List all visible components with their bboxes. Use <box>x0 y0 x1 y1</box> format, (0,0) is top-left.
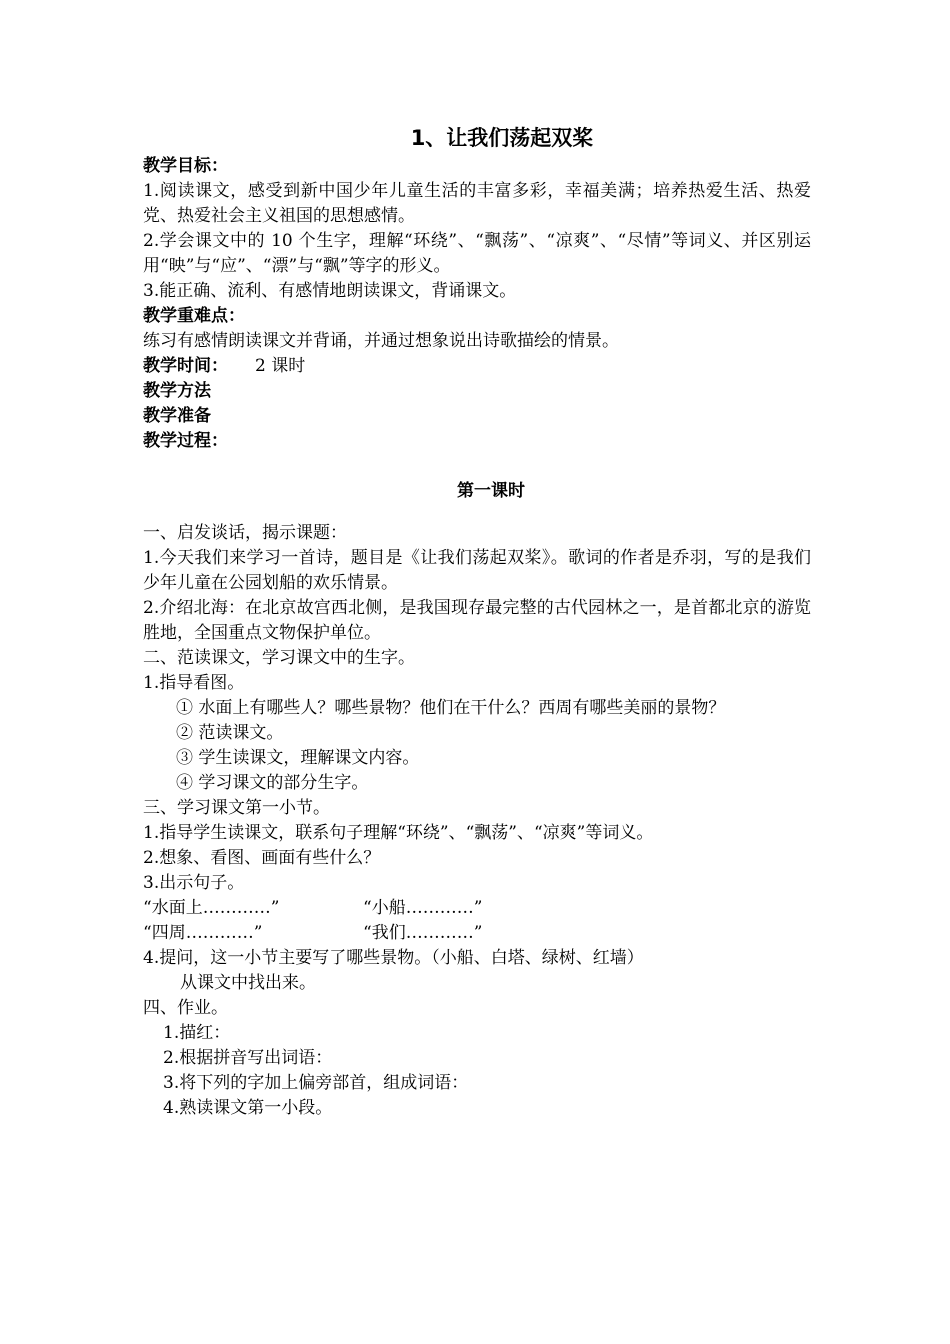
difficulty-heading: 教学重难点： <box>143 306 245 326</box>
section-item: 2.想象、看图、画面有些什么？ <box>143 848 381 868</box>
homework-item: 4.熟读课文第一小段。 <box>163 1098 333 1118</box>
objective-item: 2.学会课文中的 10 个生字，理解“环绕”、“飘荡”、“凉爽”、“尽情”等词义、并区别运用“映”与“应”、“漂”与“飘”等字的形义。 <box>143 231 811 276</box>
sentence-fragment: “小船…………” <box>363 898 483 918</box>
circled-item: ① 水面上有哪些人？哪些景物？他们在干什么？西周有哪些美丽的景物？ <box>176 698 726 718</box>
lesson-title: 第一课时 <box>457 481 525 501</box>
circled-item: ② 范读课文。 <box>176 723 284 743</box>
section-heading: 一、启发谈话，揭示课题： <box>143 523 347 543</box>
section-item: 4.提问，这一小节主要写了哪些景物。（小船、白塔、绿树、红墙） <box>143 948 644 968</box>
section-subitem: 从课文中找出来。 <box>180 973 316 993</box>
section-item: 1.今天我们来学习一首诗，题目是《让我们荡起双桨》。歌词的作者是乔羽，写的是我们少年儿童在公园划船的欢乐情景。 <box>143 548 811 593</box>
objective-item: 1.阅读课文，感受到新中国少年儿童生活的丰富多彩，幸福美满；培养热爱生活、热爱党、热爱社会主义祖国的思想感情。 <box>143 181 811 226</box>
section-item: 3.出示句子。 <box>143 873 245 893</box>
section-item: 1.指导学生读课文，联系句子理解“环绕”、“飘荡”、“凉爽”等词义。 <box>143 823 654 843</box>
section-item: 1.指导看图。 <box>143 673 245 693</box>
time-value: 2 课时 <box>255 356 306 376</box>
circled-item: ③ 学生读课文，理解课文内容。 <box>176 748 420 768</box>
sentence-row <box>143 921 811 946</box>
method-heading: 教学方法 <box>143 381 211 401</box>
circled-item: ④ 学习课文的部分生字。 <box>176 773 369 793</box>
sentence-row <box>143 896 811 921</box>
section-heading: 三、学习课文第一小节。 <box>143 798 330 818</box>
document-title: 1、让我们荡起双桨 <box>410 126 594 150</box>
difficulty-text: 练习有感情朗读课文并背诵，并通过想象说出诗歌描绘的情景。 <box>143 331 619 351</box>
homework-item: 1.描红： <box>163 1023 231 1043</box>
process-heading: 教学过程： <box>143 431 228 451</box>
homework-item: 2.根据拼音写出词语： <box>163 1048 333 1068</box>
sentence-fragment: “四周…………” <box>143 923 263 943</box>
section-heading: 二、范读课文，学习课文中的生字。 <box>143 648 415 668</box>
section-heading: 四、作业。 <box>143 998 228 1018</box>
objective-item: 3.能正确、流利、有感情地朗读课文，背诵课文。 <box>143 281 517 301</box>
section-item: 2.介绍北海：在北京故宫西北侧，是我国现存最完整的古代园林之一，是首都北京的游览胜地，全国重点文物保护单位。 <box>143 598 811 643</box>
time-heading: 教学时间： <box>143 356 228 376</box>
homework-item: 3.将下列的字加上偏旁部首，组成词语： <box>163 1073 469 1093</box>
time-row <box>143 354 811 379</box>
document-content <box>143 122 811 1121</box>
sentence-fragment: “我们…………” <box>363 923 483 943</box>
prep-heading: 教学准备 <box>143 406 211 426</box>
sentence-fragment: “水面上…………” <box>143 898 280 918</box>
objectives-heading: 教学目标： <box>143 156 228 176</box>
